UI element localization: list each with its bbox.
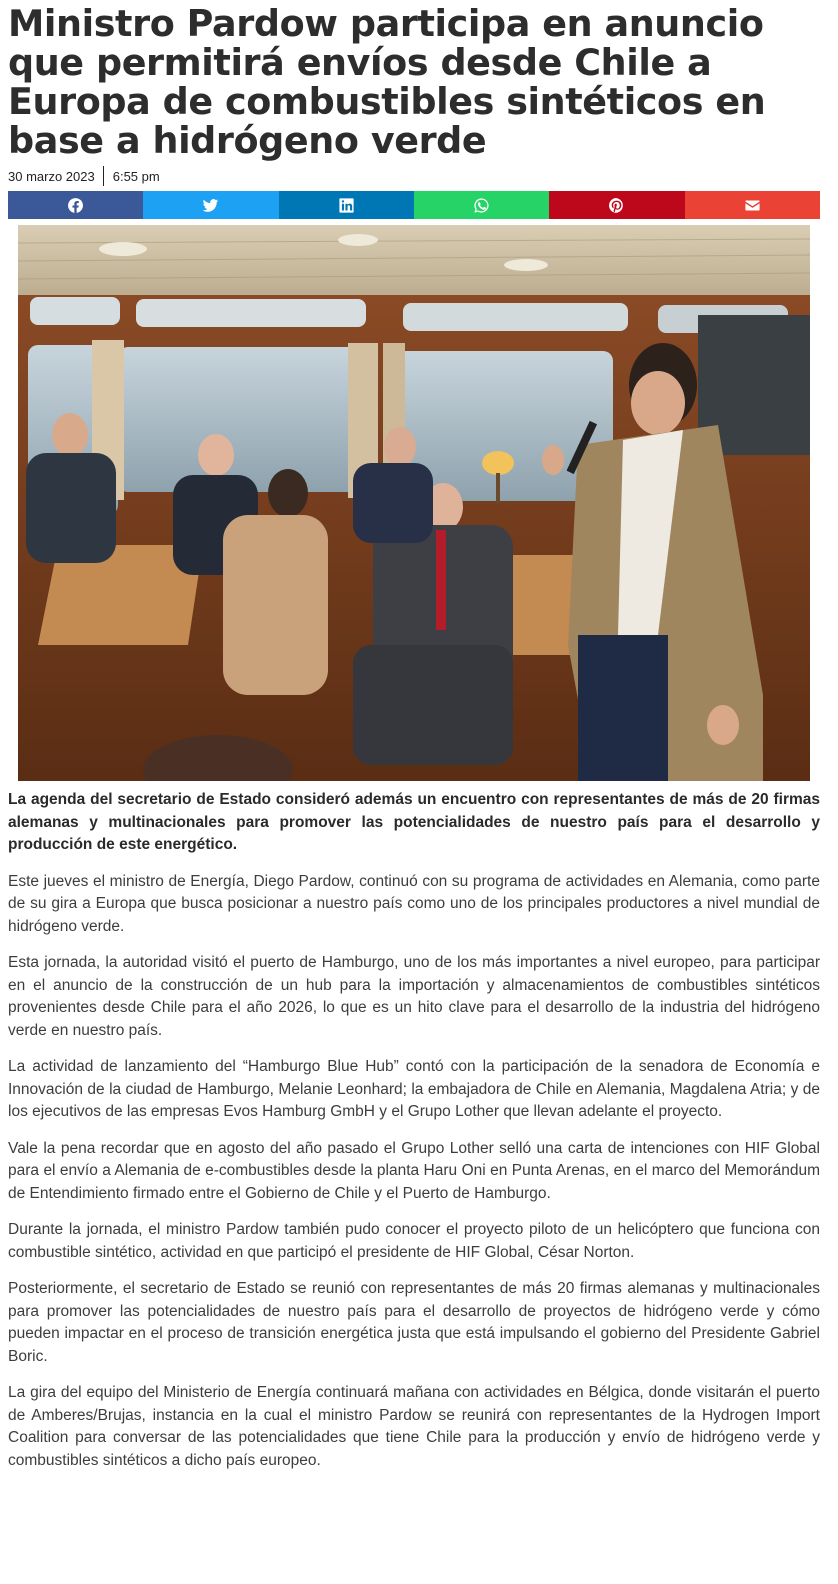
meeting-photo-illustration (18, 225, 810, 781)
article-paragraph-5: Durante la jornada, el ministro Pardow también pudo conocer el proyecto piloto de un helicóptero que funciona con combustible sintético, actividad en que participó el presidente de HIF Global, César Norton. (8, 1221, 820, 1261)
whatsapp-icon (473, 197, 490, 214)
publish-date: 30 marzo 2023 (8, 168, 95, 184)
article-paragraph-4: Vale la pena recordar que en agosto del año pasado el Grupo Lother selló una carta de intenciones con HIF Global para el envío a Alemania de e-combustibles desde la planta Haru Oni en Punta Arenas, en el marco del Memorándum de Entendimiento firmado entre el Gobierno de Chile y el Puerto de Hamburgo. (8, 1139, 820, 1202)
share-email-button[interactable] (685, 191, 820, 219)
share-bar (8, 191, 820, 219)
facebook-icon (67, 197, 84, 214)
article-paragraph-2: Esta jornada, la autoridad visitó el puerto de Hamburgo, uno de los más importantes a nivel europeo, para participar en el anuncio de la construcción de un hub para la importación y almacenamientos de combustibles sintéticos provenientes desde Chile para el año 2026, lo que es un hito clave para el desarrollo de la industria del hidrógeno verde en nuestro país. (8, 954, 820, 1039)
twitter-icon (202, 197, 219, 214)
article-meta (8, 165, 820, 187)
share-facebook-button[interactable] (8, 191, 143, 219)
article-paragraph-6: Posteriormente, el secretario de Estado se reunió con representantes de más 20 firmas alemanas y multinacionales para promover las potencialidades de nuestro país para el desarrollo de proyectos de hidrógeno verde y cómo pueden impactar en el proceso de transición energética justa que está impulsando el gobierno del Presidente Gabriel Boric. (8, 1280, 820, 1365)
email-icon (744, 197, 761, 214)
publish-time: 6:55 pm (112, 168, 160, 184)
share-linkedin-button[interactable] (279, 191, 414, 219)
share-pinterest-button[interactable] (549, 191, 684, 219)
article-lead: La agenda del secretario de Estado consideró además un encuentro con representantes de más de 20 firmas alemanas y multinacionales para promover las potencialidades de nuestro país para el desarrollo y producción de este energético. (8, 791, 820, 853)
share-twitter-button[interactable] (143, 191, 278, 219)
pinterest-icon (608, 197, 625, 214)
article-paragraph-3: La actividad de lanzamiento del “Hamburgo Blue Hub” contó con la participación de la senadora de Economía e Innovación de la ciudad de Hamburgo, Melanie Leonhard; la embajadora de Chile en Alemania, Magdalena Atria; y de los ejecutivos de las empresas Evos Hamburg GmbH y el Grupo Lother que llevan adelante el proyecto. (8, 1058, 820, 1120)
article-paragraph-1: Este jueves el ministro de Energía, Diego Pardow, continuó con su programa de actividades en Alemania, como parte de su gira a Europa que busca posicionar a nuestro país como uno de los principales productores a nivel mundial de hidrógeno verde. (8, 872, 820, 935)
share-whatsapp-button[interactable] (414, 191, 549, 219)
article-paragraph-7: La gira del equipo del Ministerio de Energía continuará mañana con actividades en Bélgica, donde visitarán el puerto de Amberes/Brujas, instancia en la cual el ministro Pardow se reunirá con representantes de la Hydrogen Import Coalition para conversar de las potencialidades que tiene Chile para la producción y envío de hidrógeno verde y combustibles sintéticos a dicho país europeo. (8, 1384, 820, 1469)
article-title: Ministro Pardow participa en anuncio que permitirá envíos desde Chile a Europa de combustibles sintéticos en base a hidrógeno verde (8, 2, 766, 162)
linkedin-icon (338, 197, 355, 214)
article (8, 0, 820, 1472)
article-photo (18, 225, 810, 781)
